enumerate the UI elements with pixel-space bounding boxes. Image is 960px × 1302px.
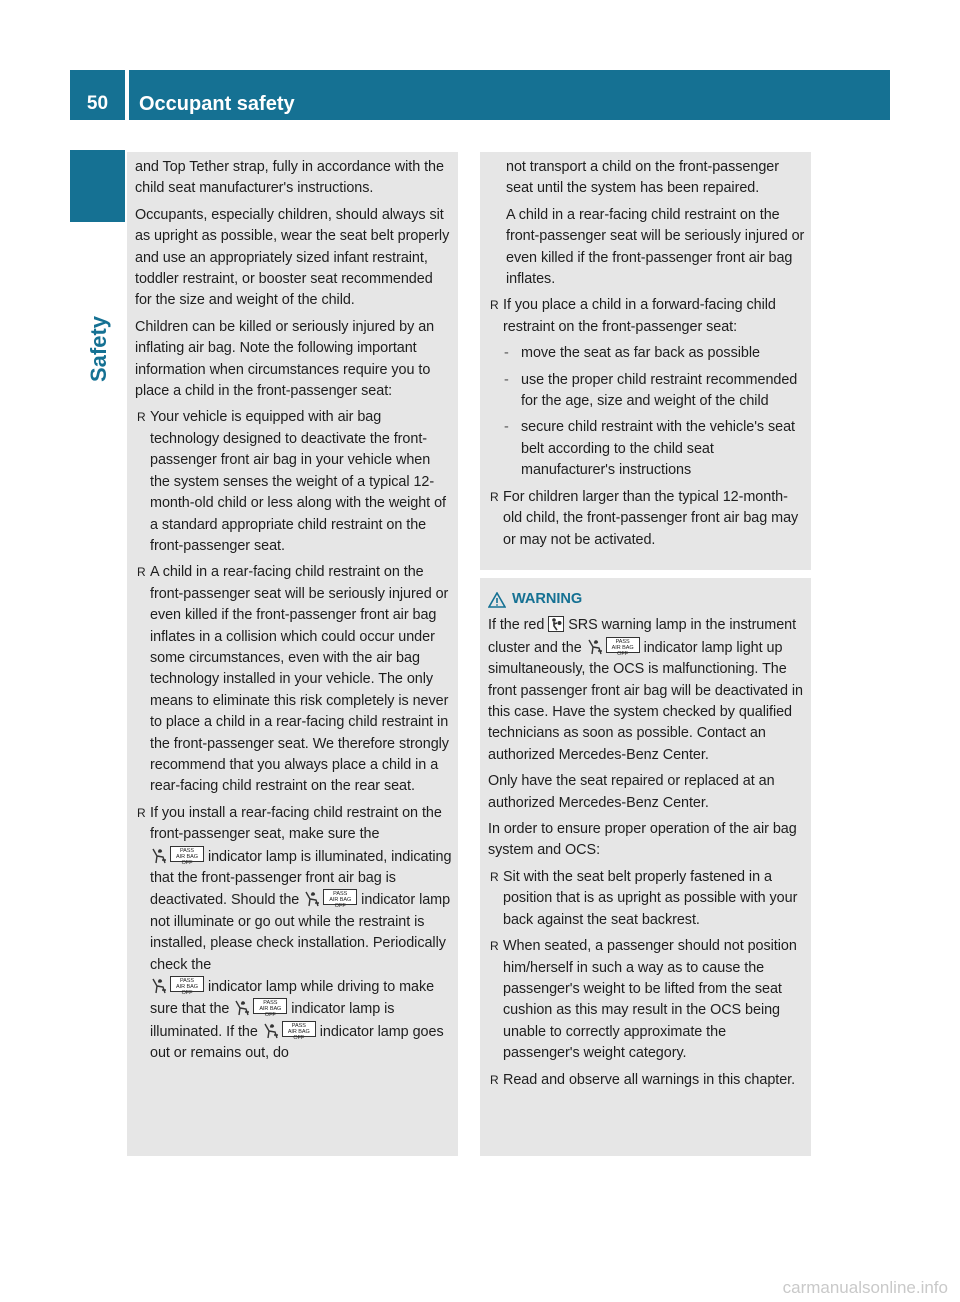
bullet-text: If you place a child in a forward-facing child restraint on the front-passenger seat: — [503, 297, 776, 335]
dash-item: - secure child restraint with the vehicle's seat belt according to the child seat manufacturer's instructions — [504, 419, 795, 479]
side-tab-marker — [70, 150, 125, 222]
bullet-text: For children larger than the typical 12-month-old child, the front-passenger front air bag may or may not be activated. — [503, 488, 799, 548]
paragraph: Only have the seat repaired or replaced at an authorized Mercedes-Benz Center. — [488, 773, 775, 811]
bullet-marker: R — [490, 489, 499, 504]
bullet-item — [488, 295, 805, 338]
paragraph: Children can be killed or seriously injured by an inflating air bag. Note the following important information when circumstances require you to place a child in the front-passenger seat: — [135, 318, 435, 400]
child-seat-icon — [150, 848, 168, 864]
pass-airbag-off-label: PASS AIR BAG OFF — [170, 846, 204, 862]
bullet-item — [135, 803, 452, 1065]
paragraph: not transport a child on the front-passenger seat until the system has been repaired. — [506, 159, 779, 197]
bullet-text: Read and observe all warnings in this chapter. — [503, 1071, 796, 1088]
warning-triangle-icon — [488, 592, 506, 608]
dash-marker: - — [504, 345, 509, 362]
bullet-text: When seated, a passenger should not position him/herself in such a way as to cause the passenger's weight to be lifted from the seat cushion as this may result in the OCS being unable to correctly approximate the passenger's weight category. — [503, 938, 797, 1062]
bullet-item — [135, 407, 452, 557]
side-tab-label: Safety — [86, 315, 111, 382]
bullet-text: indicator lamp while driving to make sure that the — [150, 979, 435, 1018]
page-number: 50 — [86, 93, 109, 114]
paragraph: Occupants, especially children, should always sit as upright as possible, wear the seat belt properly and use an appropriately sized infant restraint, toddler restraint, or booster seat recommended for the size and weight of the child. — [135, 206, 450, 309]
dash-item: - move the seat as far back as possible — [488, 343, 805, 364]
srs-warning-icon — [548, 616, 564, 632]
bullet-marker: R — [490, 939, 499, 954]
child-seat-icon — [586, 639, 604, 655]
bullet-item — [488, 1070, 805, 1091]
paragraph: If the red SRS warning lamp in the instrument cluster and the PASS AIR BAG OFF indicator lamp light up simultaneously, the OCS is malfunctioning. The front passenger front air bag will be deactivated in this case. Have the system checked by qualified technicians as soon as possible. Contact an authorized Mercedes-Benz Center. — [488, 617, 803, 763]
bullet-text: indicator lamp is illuminated, indicating that the front-passenger front air bag is deactivated. Should the — [150, 848, 452, 909]
dash-marker: - — [504, 419, 509, 436]
bullet-item — [488, 936, 805, 1064]
pass-airbag-off-label: PASS AIR BAG OFF — [282, 1021, 316, 1037]
pass-airbag-off-label: PASS AIR BAG OFF — [253, 998, 287, 1014]
child-seat-icon — [233, 1000, 251, 1016]
bullet-text: A child in a rear-facing child restraint on the front-passenger seat will be seriously injured or even killed if the front-passenger front air bag inflates in a collision which could occur under some circumstances, even with the air bag technology installed in your vehicle. The only means to eliminate this risk completely is never to place a child in a rear-facing child restraint in the front-passenger seat. We therefore strongly recommend that you always place a child in a rear-facing child restraint on the rear seat. — [150, 564, 449, 795]
bullet-marker: R — [137, 410, 146, 425]
bullet-marker: R — [490, 869, 499, 884]
left-column-panel — [127, 152, 458, 1156]
dash-marker: - — [504, 371, 509, 388]
paragraph: A child in a rear-facing child restraint on the front-passenger seat will be seriously injured or even killed if the front-passenger front air bag inflates. — [506, 206, 805, 288]
paragraph: In order to ensure proper operation of the air bag system and OCS: — [488, 821, 797, 859]
pass-airbag-off-label: PASS AIR BAG OFF — [323, 889, 357, 905]
bullet-marker: R — [137, 805, 146, 820]
bullet-text: indicator lamp is illuminated. If the — [150, 1001, 395, 1040]
bullet-text: indicator lamp not illuminate or go out while the restraint is installed, please check installation. Periodically check the — [150, 892, 451, 973]
child-seat-icon — [303, 891, 321, 907]
bullet-text: indicator lamp goes out or remains out, do — [150, 1023, 444, 1062]
child-seat-icon — [150, 978, 168, 994]
pass-airbag-off-label: PASS AIR BAG OFF — [606, 637, 640, 653]
section-title: Occupant safety — [139, 93, 295, 115]
right-top-panel — [480, 152, 811, 570]
bullet-text: Your vehicle is equipped with air bag technology designed to deactivate the front-passenger front air bag in your vehicle when the system senses the weight of a typical 12-month-old child or less along with the weight of a standard appropriate child restraint on the front-passenger seat. — [150, 409, 446, 554]
child-seat-icon — [262, 1023, 280, 1039]
bullet-text: If you install a rear-facing child restraint on the front-passenger seat, make sure the — [150, 804, 442, 843]
bullet-item — [135, 562, 452, 797]
bullet-item — [488, 867, 805, 931]
warning-title: WARNING — [512, 591, 583, 607]
bullet-item — [488, 487, 805, 551]
bullet-marker: R — [490, 1072, 499, 1087]
pass-airbag-off-label: PASS AIR BAG OFF — [170, 976, 204, 992]
dash-item: - use the proper child restraint recommended for the age, size and weight of the child — [504, 371, 798, 410]
footer-watermark: carmanualsonline.info — [782, 1278, 948, 1297]
bullet-marker: R — [490, 298, 499, 313]
bullet-text: Sit with the seat belt properly fastened in a position that is as upright as possible with your back against the seat backrest. — [503, 868, 798, 928]
warning-heading — [488, 589, 805, 610]
paragraph: and Top Tether strap, fully in accordance with the child seat manufacturer's instructions. — [135, 159, 444, 197]
bullet-marker: R — [137, 565, 146, 580]
warning-panel — [480, 578, 811, 1156]
